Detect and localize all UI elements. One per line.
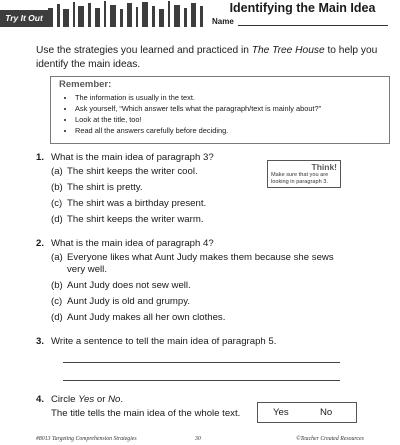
option-text: Everyone likes what Aunt Judy makes them because she sews very well.	[67, 252, 334, 275]
remember-item: • Ask yourself, “Which answer tells what the paragraph/text is mainly about?”	[75, 103, 381, 114]
question-2-option-d[interactable]	[51, 312, 225, 324]
question-1-option-d[interactable]	[51, 214, 204, 226]
question-1-option-c[interactable]	[51, 198, 206, 210]
question-1-option-b[interactable]	[51, 182, 143, 194]
question-2-text: What is the main idea of paragraph 4?	[51, 238, 214, 249]
instruction-after: .	[120, 394, 124, 405]
question-1-option-a[interactable]	[51, 166, 198, 178]
header-band	[0, 0, 400, 27]
yes-word: Yes	[78, 394, 95, 405]
option-text: The shirt was a birthday present.	[67, 198, 207, 209]
option-text: The shirt keeps the writer cool.	[67, 166, 198, 177]
answer-line[interactable]	[63, 362, 340, 363]
option-label: (b)	[51, 280, 63, 291]
question-2-number: 2.	[36, 238, 45, 249]
footer-right: ©Teacher Created Resources	[296, 436, 364, 442]
question-2-option-b[interactable]	[51, 280, 191, 292]
yes-choice[interactable]: Yes	[273, 407, 289, 418]
try-it-out-tag: Try It Out	[0, 10, 48, 27]
option-label: (c)	[51, 198, 63, 209]
intro-before: Use the strategies you learned and practiced in	[36, 45, 252, 56]
remember-item: • The information is usually in the text.	[75, 92, 381, 103]
question-4-number: 4.	[36, 394, 45, 405]
name-label: Name	[212, 17, 234, 26]
no-choice[interactable]: No	[320, 407, 333, 418]
option-label: (d)	[51, 214, 63, 225]
intro-after: to help you identify the main ideas.	[36, 45, 378, 70]
question-3-text: Write a sentence to tell the main idea of paragraph 5.	[51, 336, 277, 347]
question-2-option-a[interactable]	[51, 252, 351, 276]
think-box	[267, 160, 341, 188]
question-2-option-c[interactable]	[51, 296, 190, 308]
think-note: Make sure that you are looking in paragraph 3.	[271, 172, 329, 185]
option-label: (a)	[51, 252, 63, 263]
option-text: Aunt Judy makes all her own clothes.	[67, 312, 226, 323]
footer-left: #8013 Targeting Comprehension Strategies	[36, 436, 137, 442]
option-label: (b)	[51, 182, 63, 193]
question-4-statement: The title tells the main idea of the whole text.	[51, 408, 241, 419]
remember-item: • Look at the title, too!	[75, 114, 381, 125]
remember-item: • Read all the answers carefully before deciding.	[75, 125, 381, 136]
option-label: (c)	[51, 296, 63, 307]
remember-list	[59, 92, 381, 136]
question-1-text: What is the main idea of paragraph 3?	[51, 152, 214, 163]
option-label: (a)	[51, 166, 63, 177]
question-3-number: 3.	[36, 336, 45, 347]
no-word: No	[108, 394, 121, 405]
book-title: The Tree House	[251, 45, 325, 56]
intro-text	[36, 44, 386, 72]
option-text: The shirt keeps the writer warm.	[67, 214, 204, 225]
option-text: Aunt Judy does not sew well.	[67, 280, 191, 291]
yes-no-box	[257, 402, 357, 423]
option-text: Aunt Judy is old and grumpy.	[67, 296, 191, 307]
instruction-before: Circle	[51, 394, 79, 405]
remember-title: Remember:	[59, 79, 112, 90]
name-line[interactable]	[238, 25, 388, 26]
question-1-number: 1.	[36, 152, 45, 163]
question-4-instruction	[51, 394, 123, 405]
answer-line[interactable]	[63, 380, 340, 381]
remember-box	[50, 76, 390, 144]
title-box	[205, 0, 400, 27]
option-label: (d)	[51, 312, 63, 323]
or-word: or	[94, 394, 109, 405]
page-number: 30	[195, 436, 201, 442]
think-title: Think!	[311, 162, 337, 172]
page-title: Identifying the Main Idea	[229, 1, 376, 15]
option-text: The shirt is pretty.	[67, 182, 143, 193]
